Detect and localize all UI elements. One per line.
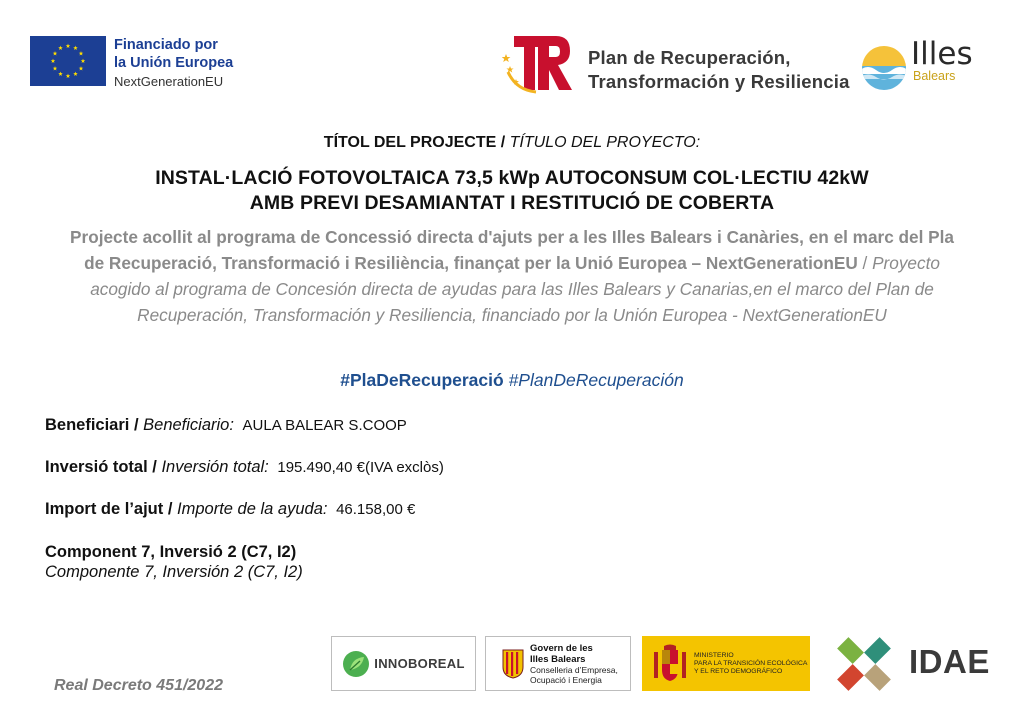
- component-ca: Component 7, Inversió 2 (C7, I2): [45, 543, 297, 561]
- eu-flag-icon: [30, 36, 106, 86]
- prtr-text-line1: Plan de Recuperación,: [588, 47, 791, 68]
- idae-wordmark: IDAE: [909, 643, 990, 680]
- component-row: [45, 542, 303, 582]
- hashtag: [0, 370, 1024, 391]
- investment-label-ca: Inversió total /: [45, 458, 157, 476]
- illes-balears-logo-icon: [860, 44, 908, 92]
- govern-line3: Conselleria d’Empresa,: [530, 664, 618, 675]
- investment-row: [45, 458, 444, 477]
- govern-line1: Govern de les: [530, 642, 593, 654]
- component-es: Componente 7, Inversión 2 (C7, I2): [45, 563, 303, 581]
- prtr-text: [588, 46, 850, 94]
- project-title-line1: INSTAL·LACIÓ FOTOVOLTAICA 73,5 kWp AUTOCONSUM COL·LECTIU 42kW: [155, 167, 869, 189]
- govern-line2: Illes Balears: [530, 653, 586, 665]
- title-label: [0, 134, 1024, 152]
- illes-wordmark-small: Balears: [913, 69, 956, 83]
- illes-balears-wordmark: [911, 38, 973, 83]
- illes-wordmark-big: Illes: [911, 36, 973, 72]
- investment-label-es: Inversión total:: [161, 458, 269, 476]
- aid-label-es: Importe de la ayuda:: [177, 500, 328, 518]
- govern-shield-icon: [502, 649, 524, 679]
- beneficiary-label-ca: Beneficiari /: [45, 416, 139, 434]
- investment-value: 195.490,40 €(IVA exclòs): [277, 459, 444, 476]
- description-ca: Projecte acollit al programa de Concessió directa d'ajuts per a les Illes Balears i Canàries, en el marc del Pla de Recuperació, Transformació i Resiliència, finançat per la Unió Europea – NextGenerationEU: [70, 227, 954, 273]
- beneficiary-row: [45, 416, 407, 435]
- eu-text-line2: la Unión Europea: [114, 55, 234, 71]
- govern-line4: Ocupació i Energia: [530, 674, 602, 685]
- innoboreal-leaf-icon: [342, 650, 370, 678]
- eu-text-line3: NextGenerationEU: [114, 74, 224, 89]
- tr-logo-icon: [502, 32, 574, 94]
- aid-label-ca: Import de l’ajut /: [45, 500, 173, 518]
- ministerio-logo: [642, 636, 810, 691]
- prtr-text-line2: Transformación y Resiliencia: [588, 71, 850, 92]
- ministerio-line3: Y EL RETO DEMOGRÁFICO: [694, 667, 783, 675]
- idae-logo-icon: [824, 636, 904, 692]
- project-title: [0, 166, 1024, 216]
- beneficiary-value: AULA BALEAR S.COOP: [242, 417, 407, 434]
- innoboreal-text: INNOBOREAL: [374, 656, 465, 671]
- description-separator: /: [857, 253, 873, 273]
- innoboreal-logo: [331, 636, 476, 691]
- decree-text: Real Decreto 451/2022: [54, 677, 223, 694]
- eu-funding-text: [114, 36, 233, 91]
- project-description: [66, 224, 958, 328]
- title-label-es: TÍTULO DEL PROYECTO:: [509, 134, 701, 151]
- title-label-ca: TÍTOL DEL PROJECTE /: [323, 134, 506, 151]
- ministerio-line1: MINISTERIO: [694, 651, 734, 659]
- spain-coat-of-arms-icon: [652, 644, 688, 684]
- aid-value: 46.158,00 €: [336, 501, 416, 518]
- hashtag-es: #PlanDeRecuperación: [508, 370, 684, 390]
- govern-illes-balears-logo: [485, 636, 631, 691]
- project-title-line2: AMB PREVI DESAMIANTAT I RESTITUCIÓ DE COBERTA: [249, 192, 775, 214]
- beneficiary-label-es: Beneficiario:: [143, 416, 234, 434]
- aid-row: [45, 500, 415, 519]
- eu-text-line1: Financiado por: [114, 37, 218, 53]
- hashtag-ca: #PlaDeRecuperació: [340, 370, 504, 390]
- description-es: Proyecto acogido al programa de Concesión directa de ayudas para las Illes Balears y Canarias,en el marco del Plan de Recuperación, Transformación y Resiliencia, financiado por la Unión Europea - NextGenerationEU: [90, 253, 940, 325]
- ministerio-line2: PARA LA TRANSICIÓN ECOLÓGICA: [694, 659, 808, 667]
